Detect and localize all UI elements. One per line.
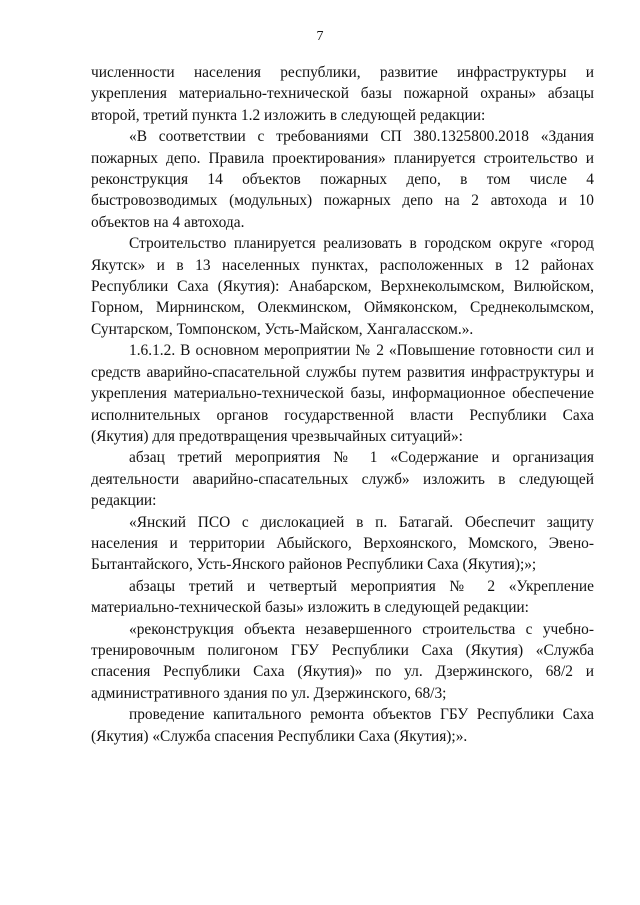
paragraph: проведение капитального ремонта объектов ГБУ Республики Саха (Якутия) «Служба спасения Республики Саха (Якутия);». xyxy=(91,706,594,745)
paragraph: абзац третий мероприятия № 1 «Содержание и организация деятельности аварийно-спасательных служб» изложить в следующей редакции: xyxy=(91,449,594,510)
paragraph: Строительство планируется реализовать в городском округе «город Якутск» и в 13 населенных пунктах, расположенных в 12 районах Республики Саха (Якутия): Анабарском, Верхнеколымском, Вилюйском, Горном, Мирнинском, Олекминском, Оймяконском, Среднеколымском, Сунтарском, Томпонском, Усть-Майском, Хангаласском.». xyxy=(91,235,594,338)
paragraph: «Янский ПСО с дислокацией в п. Батагай. Обеспечит защиту населения и территории Абыйского, Верхоянского, Момского, Эвено-Бытантайского, Усть-Янского районов Республики Саха (Якутия);»; xyxy=(91,513,594,574)
paragraph: 1.6.1.2. В основном мероприятии № 2 «Повышение готовности сил и средств аварийно-спасательной службы путем развития инфраструктуры и укрепления материально-технической базы, информационное обеспечение исполнительных органов государственной власти Республики Саха (Якутия) для предотвращения чрезвычайных ситуаций»: xyxy=(91,342,594,445)
paragraph: численности населения республики, развитие инфраструктуры и укрепления материально-технической базы пожарной охраны» абзацы второй, третий пункта 1.2 изложить в следующей редакции: xyxy=(91,64,594,124)
paragraph: «реконструкция объекта незавершенного строительства с учебно-тренировочным полигоном ГБУ Республики Саха (Якутия) «Служба спасения Республики Саха (Якутия)» по ул. Дзержинского, 68/2 и административного здания по ул. Дзержинского, 68/3; xyxy=(91,620,594,702)
paragraph: абзацы третий и четвертый мероприятия № 2 «Укрепление материально-технической базы» изложить в следующей редакции: xyxy=(91,577,594,617)
document-body xyxy=(91,62,594,747)
page-number: 7 xyxy=(316,29,324,44)
paragraph: «В соответствии с требованиями СП 380.1325800.2018 «Здания пожарных депо. Правила проектирования» планируется строительство и реконструкция 14 объектов пожарных депо, в том числе 4 быстровозводимых (модульных) пожарных депо на 2 автохода и 10 объектов на 4 автохода. xyxy=(91,128,594,231)
